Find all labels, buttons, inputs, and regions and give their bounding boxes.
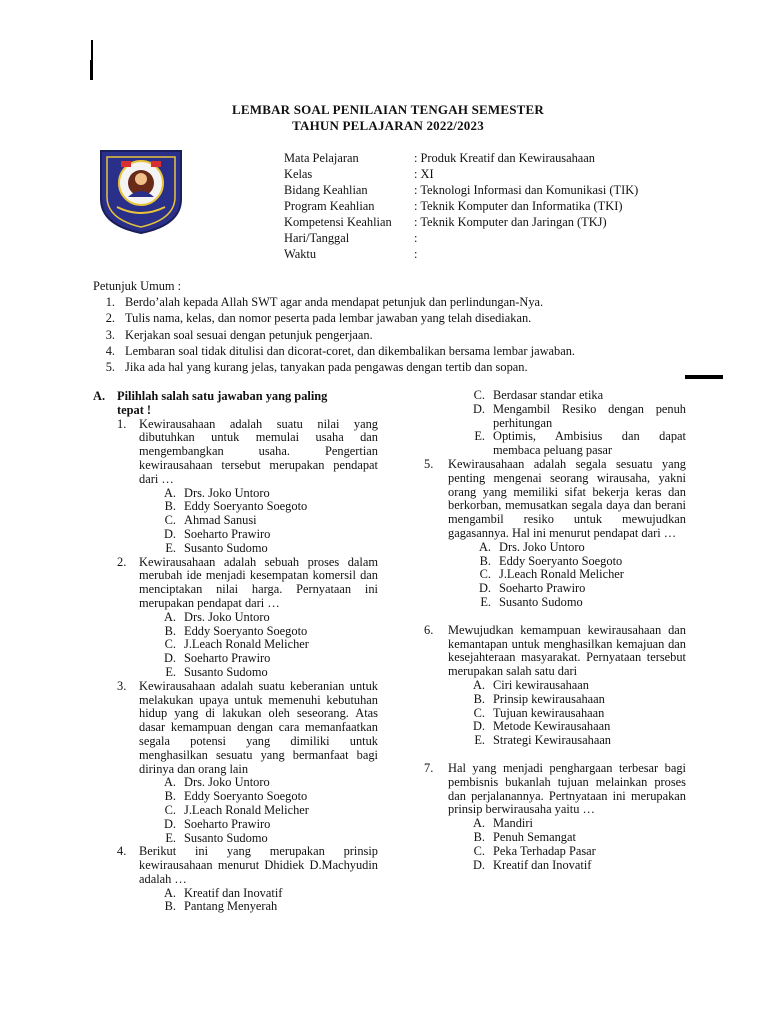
instruction-item: 5. Jika ada hal yang kurang jelas, tanyakan pada pengawas dengan tertib dan sopan. bbox=[105, 360, 528, 375]
general-instructions bbox=[93, 278, 693, 375]
option[interactable]: C. J.Leach Ronald Melicher bbox=[164, 637, 309, 652]
crop-mark bbox=[91, 40, 93, 62]
option[interactable]: D. Soeharto Prawiro bbox=[163, 816, 271, 831]
instruction-item: 1. Berdo’alah kepada Allah SWT agar anda mendapat petunjuk dan perlindungan-Nya. bbox=[105, 295, 544, 310]
option[interactable]: E. Susanto Sudomo bbox=[165, 664, 268, 679]
option[interactable]: E. Susanto Sudomo bbox=[165, 540, 268, 555]
option[interactable]: A. Drs. Joko Untoro bbox=[478, 539, 585, 554]
info-row: Waktu : bbox=[284, 247, 418, 261]
option[interactable]: E. Susanto Sudomo bbox=[480, 594, 583, 609]
option[interactable]: D. Mengambil Resiko dengan penuh perhitungan bbox=[472, 401, 686, 430]
crop-mark-dash bbox=[685, 375, 723, 379]
option[interactable]: A. Drs. Joko Untoro bbox=[163, 485, 270, 500]
info-row: Kompetensi Keahlian : Teknik Komputer dan Jaringan (TKJ) bbox=[284, 215, 607, 229]
question-4: 4. Berikut ini yang merupakan prinsip kewirausahaan menurut Dhidiek D.Machyudin adalah … bbox=[117, 844, 378, 886]
section-heading: A. Pilihlah salah satu jawaban yang paling tepat ! bbox=[93, 389, 328, 417]
instructions-title: Petunjuk Umum : bbox=[93, 279, 182, 293]
option[interactable]: D. Soeharto Prawiro bbox=[163, 526, 271, 541]
option[interactable]: D. Metode Kewirausahaan bbox=[472, 719, 611, 734]
option[interactable]: A. Drs. Joko Untoro bbox=[163, 609, 270, 624]
option[interactable]: A. Kreatif dan Inovatif bbox=[163, 885, 283, 900]
option[interactable]: A. Ciri kewirausahaan bbox=[472, 677, 589, 692]
option[interactable]: C. Tujuan kewirausahaan bbox=[473, 705, 605, 720]
option[interactable]: A. Mandiri bbox=[472, 816, 533, 831]
question-6: 6. Mewujudkan kemampuan kewirausahaan dan kemantapan untuk menghasilkan kemajuan dan kesejahteraan masyarakat. Pernyataan tersebut merupakan salah satu dari bbox=[424, 622, 686, 679]
option[interactable]: D. Soeharto Prawiro bbox=[478, 581, 586, 596]
crop-mark bbox=[90, 60, 93, 80]
question-1: 1. Kewirausahaan adalah suatu nilai yang dibutuhkan untuk memulai usaha dan mengembangkan usaha. Pengertian kewirausahaan tersebut merupakan pendapat dari … bbox=[117, 416, 378, 486]
option[interactable]: B. Eddy Soeryanto Soegoto bbox=[479, 553, 623, 568]
question-3: 3. Kewirausahaan adalah suatu keberanian untuk melakukan upaya untuk memenuhi kebutuhan hidup yang di lakukan oleh seseorang. Atas dasar kemampuan dengan cara memanfaatkan segala potensi yang dimiliki untuk menghasilkan sesuatu yang bermanfaat bagi dirinya dan orang lain bbox=[117, 678, 378, 776]
option[interactable]: C. Berdasar standar etika bbox=[473, 388, 604, 402]
instruction-item: 3. Kerjakan soal sesuai dengan petunjuk pengerjaan. bbox=[105, 327, 373, 342]
option[interactable]: B. Eddy Soeryanto Soegoto bbox=[164, 789, 308, 804]
option[interactable]: D. Kreatif dan Inovatif bbox=[472, 857, 592, 872]
school-logo bbox=[97, 147, 185, 235]
option[interactable]: D. Soeharto Prawiro bbox=[163, 651, 271, 666]
option[interactable]: A. Drs. Joko Untoro bbox=[163, 775, 270, 790]
option[interactable]: C. Peka Terhadap Pasar bbox=[473, 843, 596, 858]
exam-info-table bbox=[284, 150, 724, 262]
option[interactable]: C. J.Leach Ronald Melicher bbox=[164, 802, 309, 817]
document-title: LEMBAR SOAL PENILAIAN TENGAH SEMESTER bbox=[231, 102, 544, 117]
right-column bbox=[424, 389, 686, 872]
option[interactable]: E. Optimis, Ambisius dan dapat membaca peluang pasar bbox=[474, 429, 686, 458]
question-5: 5. Kewirausahaan adalah segala sesuatu yang penting mengenai seorang wirausaha, yakni orang yang memiliki sifat bekerja keras dan berkorban, memusatkan segala daya dan berani mengambil resiko untuk mewujudkan gagasannya. Hal ini menurut pendapat dari … bbox=[424, 456, 686, 540]
instruction-item: 2. Tulis nama, kelas, dan nomor peserta pada lembar jawaban yang telah disediakan. bbox=[105, 311, 532, 326]
info-row: Hari/Tanggal : bbox=[284, 231, 418, 245]
option[interactable]: E. Susanto Sudomo bbox=[165, 830, 268, 845]
option[interactable]: C. J.Leach Ronald Melicher bbox=[479, 567, 624, 582]
option[interactable]: B. Eddy Soeryanto Soegoto bbox=[164, 623, 308, 638]
option[interactable]: B. Prinsip kewirausahaan bbox=[473, 691, 605, 706]
info-row: Bidang Keahlian : Teknologi Informasi dan Komunikasi (TIK) bbox=[284, 183, 639, 197]
instruction-item: 4. Lembaran soal tidak ditulisi dan dicorat-coret, dan dikembalikan bersama lembar jawaban. bbox=[105, 343, 576, 358]
left-column bbox=[93, 390, 378, 914]
info-row: Program Keahlian : Teknik Komputer dan Informatika (TKI) bbox=[284, 199, 623, 213]
question-7: 7. Hal yang menjadi penghargaan terbesar bagi pembisnis bukanlah tujuan melainkan proses dan perjalanannya. Pertnyataan ini merupakan prinsip berwirausaha yaitu … bbox=[424, 760, 686, 817]
document-subtitle: TAHUN PELAJARAN 2022/2023 bbox=[292, 118, 484, 133]
option[interactable]: C. Ahmad Sanusi bbox=[164, 513, 257, 528]
info-row: Kelas : XI bbox=[284, 167, 434, 181]
option[interactable]: E. Strategi Kewirausahaan bbox=[474, 733, 612, 748]
option[interactable]: B. Penuh Semangat bbox=[473, 829, 576, 844]
question-2: 2. Kewirausahaan adalah sebuah proses dalam merubah ide menjadi kesempatan komersil dan menciptakan nilai harga. Pernyataan ini merupakan pendapat dari … bbox=[117, 554, 378, 610]
info-row: Mata Pelajaran : Produk Kreatif dan Kewirausahaan bbox=[284, 151, 595, 165]
option[interactable]: B. Eddy Soeryanto Soegoto bbox=[164, 499, 308, 514]
school-emblem-icon bbox=[97, 147, 185, 235]
option[interactable]: B. Pantang Menyerah bbox=[164, 899, 278, 914]
